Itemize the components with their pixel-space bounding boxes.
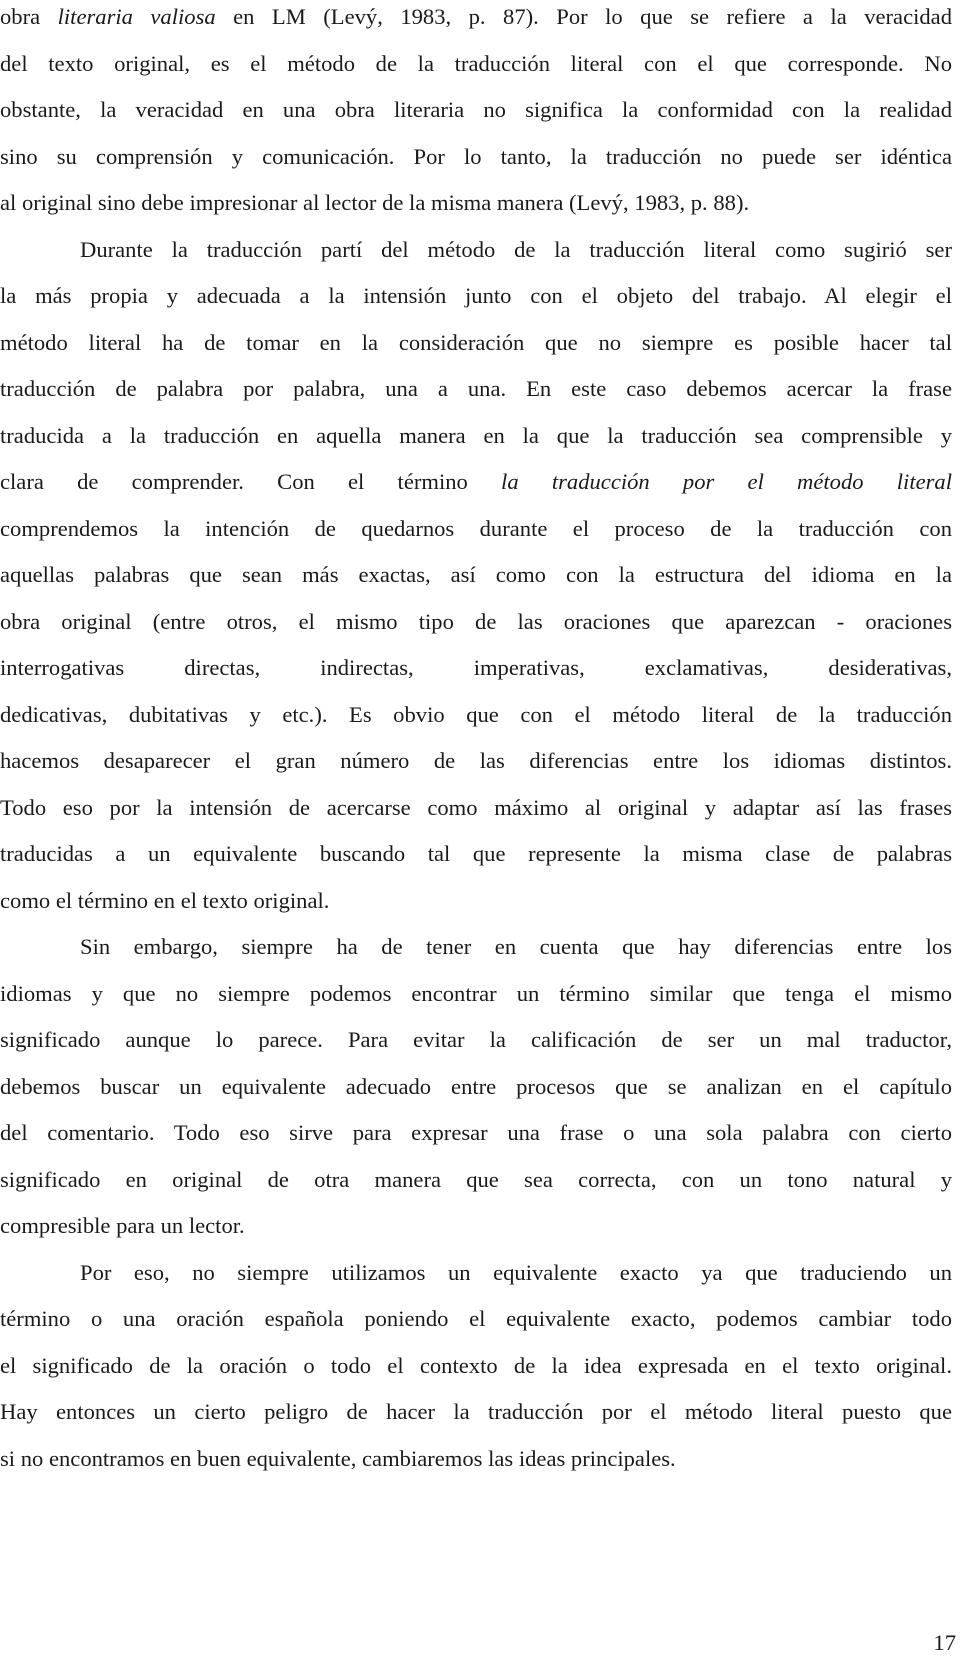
text-segment: Durante la traducción partí del método de la traducción literal como sugirió ser [80, 236, 952, 262]
text-line [0, 459, 952, 506]
text-line [0, 41, 952, 88]
text-segment: del comentario. Todo eso sirve para expresar una frase o una sola palabra con cierto [0, 1120, 952, 1145]
text-line [0, 0, 952, 41]
text-line [0, 87, 952, 134]
text-line [0, 180, 952, 227]
text-segment: en LM (Levý, 1983, p. 87). Por lo que se refiere a la veracidad [215, 4, 952, 29]
text-line [0, 1296, 952, 1343]
text-line [0, 645, 952, 692]
text-segment: compresible para un lector. [0, 1213, 245, 1238]
text-segment: obra original (entre otros, el mismo tipo de las oraciones que aparezcan - oraciones [0, 608, 952, 634]
text-segment: traducción de palabra por palabra, una a una. En este caso debemos acercar la frase [0, 376, 952, 401]
text-line [0, 1250, 952, 1297]
text-line [0, 599, 952, 646]
text-segment: la más propia y adecuada a la intensión junto con el objeto del trabajo. Al elegir el [0, 283, 952, 308]
text-line [0, 366, 952, 413]
text-segment: debemos buscar un equivalente adecuado entre procesos que se analizan en el capítulo [0, 1073, 952, 1099]
text-segment: Todo eso por la intensión de acercarse como máximo al original y adaptar así las frases [0, 794, 952, 820]
text-segment: dedicativas, dubitativas y etc.). Es obvio que con el método literal de la traducción [0, 701, 952, 727]
text-line [0, 273, 952, 320]
text-segment: si no encontramos en buen equivalente, cambiaremos las ideas principales. [0, 1445, 676, 1471]
text-line [0, 1203, 952, 1250]
text-line [0, 1157, 952, 1204]
text-line [0, 1017, 952, 1064]
text-segment: aquellas palabras que sean más exactas, así como con la estructura del idioma en la [0, 562, 952, 587]
text-segment: comprendemos la intención de quedarnos durante el proceso de la traducción con [0, 515, 952, 541]
text-line [0, 227, 952, 274]
italic-phrase: literaria valiosa [57, 4, 216, 29]
text-line [0, 134, 952, 181]
text-line [0, 1389, 952, 1436]
text-segment: traducidas a un equivalente buscando tal que represente la misma clase de palabras [0, 841, 952, 866]
page-number: 17 [933, 1630, 956, 1655]
text-line [0, 1343, 952, 1390]
text-line [0, 831, 952, 878]
text-segment: método literal ha de tomar en la consideración que no siempre es posible hacer tal [0, 329, 952, 355]
text-segment: idiomas y que no siempre podemos encontrar un término similar que tenga el mismo [0, 980, 952, 1006]
text-segment: como el término en el texto original. [0, 887, 330, 913]
text-segment: el significado de la oración o todo el contexto de la idea expresada en el texto original. [0, 1352, 952, 1378]
text-segment: traducida a la traducción en aquella manera en la que la traducción sea comprensible y [0, 422, 952, 448]
text-line [0, 320, 952, 367]
text-segment: al original sino debe impresionar al lector de la misma manera (Levý, 1983, p. 88). [0, 190, 750, 215]
text-line [0, 878, 952, 925]
text-segment: Hay entonces un cierto peligro de hacer la traducción por el método literal puesto que [0, 1399, 952, 1424]
text-line [0, 1110, 952, 1157]
text-line [0, 785, 952, 832]
text-segment: término o una oración española poniendo el equivalente exacto, podemos cambiar todo [0, 1306, 952, 1331]
text-segment: Por eso, no siempre utilizamos un equivalente exacto ya que traduciendo un [80, 1259, 952, 1285]
text-line [0, 413, 952, 460]
text-line [0, 971, 952, 1018]
text-line [0, 1436, 952, 1483]
text-segment: Sin embargo, siempre ha de tener en cuenta que hay diferencias entre los [80, 934, 952, 959]
italic-phrase: la traducción por el método literal [501, 469, 953, 494]
text-line [0, 552, 952, 599]
text-segment: interrogativas directas, indirectas, imperativas, exclamativas, desiderativas, [0, 655, 952, 680]
text-segment: significado en original de otra manera que sea correcta, con un tono natural y [0, 1166, 952, 1192]
text-segment: del texto original, es el método de la traducción literal con el que corresponde. No [0, 50, 952, 76]
text-line [0, 692, 952, 739]
text-segment: obstante, la veracidad en una obra literaria no significa la conformidad con la realidad [0, 97, 952, 122]
text-segment: sino su comprensión y comunicación. Por lo tanto, la traducción no puede ser idéntica [0, 143, 952, 169]
text-line [0, 1064, 952, 1111]
text-line [0, 506, 952, 553]
text-segment: hacemos desaparecer el gran número de las diferencias entre los idiomas distintos. [0, 748, 952, 773]
text-line [0, 924, 952, 971]
text-segment: clara de comprender. Con el término [0, 469, 502, 494]
text-segment: significado aunque lo parece. Para evitar la calificación de ser un mal traductor, [0, 1027, 952, 1052]
text-line [0, 738, 952, 785]
text-segment: obra [0, 4, 58, 29]
